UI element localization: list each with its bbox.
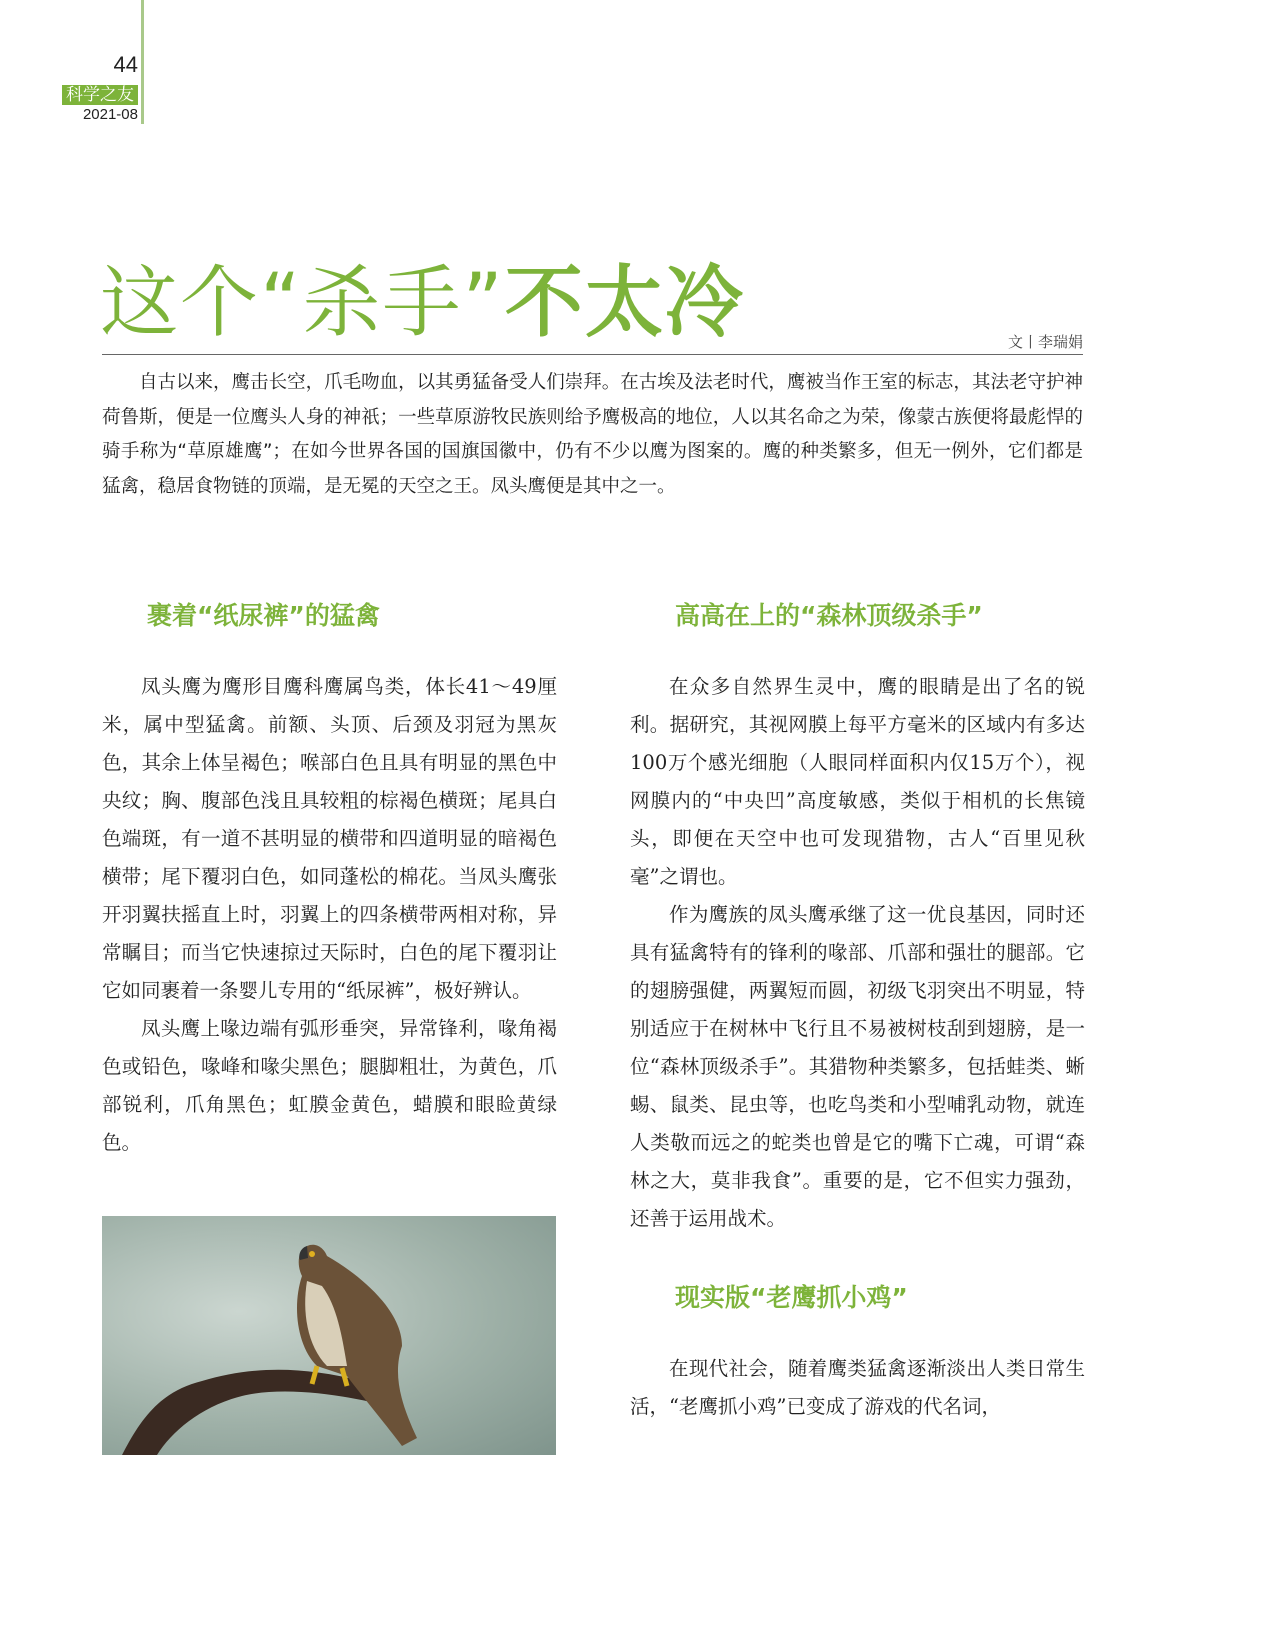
issue-date: 2021-08 xyxy=(82,106,138,123)
margin-rule xyxy=(141,0,144,124)
section-heading: 现实版“老鹰抓小鸡” xyxy=(675,1283,908,1312)
magazine-name: 科学之友 xyxy=(62,85,138,105)
bird-on-branch-illustration xyxy=(102,1216,556,1455)
author-byline: 文丨李瑞娟 xyxy=(1007,333,1083,351)
article-title xyxy=(100,240,745,352)
body-paragraph: 凤头鹰上喙边端有弧形垂突，异常锋利，喙角褐色或铅色，喙峰和喙尖黑色；腿脚粗壮，为黄色，爪部锐利，爪角黑色；虹膜金黄色，蜡膜和眼睑黄绿色。 xyxy=(102,1017,557,1154)
left-column xyxy=(102,596,557,1162)
section-heading: 高高在上的“森林顶级杀手” xyxy=(675,601,983,630)
body-paragraph: 作为鹰族的凤头鹰承继了这一优良基因，同时还具有猛禽特有的锋利的喙部、爪部和强壮的腿部。它的翅膀强健，两翼短而圆，初级飞羽突出不明显，特别适应于在树林中飞行且不易被树枝刮到翅膀，是一位“森林顶级杀手”。其猎物种类繁多，包括蛙类、蜥蜴、鼠类、昆虫等，也吃鸟类和小型哺乳动物，就连人类敬而远之的蛇类也曾是它的嘴下亡魂，可谓“森林之大，莫非我食”。重要的是，它不但实力强劲，还善于运用战术。 xyxy=(630,903,1085,1230)
right-column xyxy=(630,596,1085,1426)
title-light: 这个“杀手” xyxy=(100,258,505,348)
title-divider xyxy=(102,354,1083,355)
crested-goshawk-photo xyxy=(102,1216,556,1455)
intro-paragraph: 自古以来，鹰击长空，爪毛吻血，以其勇猛备受人们崇拜。在古埃及法老时代，鹰被当作王室的标志，其法老守护神荷鲁斯，便是一位鹰头人身的神祇；一些草原游牧民族则给予鹰极高的地位，人以其名命之为荣，像蒙古族便将最彪悍的骑手称为“草原雄鹰”；在如今世界各国的国旗国徽中，仍有不少以鹰为图案的。鹰的种类繁多，但无一例外，它们都是猛禽，稳居食物链的顶端，是无冕的天空之王。凤头鹰便是其中之一。 xyxy=(102,372,1083,497)
title-bold: 不太冷 xyxy=(504,258,745,348)
body-paragraph: 凤头鹰为鹰形目鹰科鹰属鸟类，体长41～49厘米，属中型猛禽。前额、头顶、后颈及羽冠为黑灰色，其余上体呈褐色；喉部白色且具有明显的黑色中央纹；胸、腹部色浅且具较粗的棕褐色横斑；尾具白色端斑，有一道不甚明显的横带和四道明显的暗褐色横带；尾下覆羽白色，如同蓬松的棉花。当凤头鹰张开羽翼扶摇直上时，羽翼上的四条横带两相对称，异常瞩目；而当它快速掠过天际时，白色的尾下覆羽让它如同裹着一条婴儿专用的“纸尿裤”，极好辨认。 xyxy=(102,675,557,1002)
section-heading: 裹着“纸尿裤”的猛禽 xyxy=(147,601,380,630)
page-number: 44 xyxy=(113,52,138,77)
body-paragraph: 在现代社会，随着鹰类猛禽逐渐淡出人类日常生活，“老鹰抓小鸡”已变成了游戏的代名词， xyxy=(630,1357,1085,1418)
body-paragraph: 在众多自然界生灵中，鹰的眼睛是出了名的锐利。据研究，其视网膜上每平方毫米的区域内有多达100万个感光细胞（人眼同样面积内仅15万个），视网膜内的“中央凹”高度敏感，类似于相机的长焦镜头，即便在天空中也可发现猎物，古人“百里见秋毫”之谓也。 xyxy=(630,675,1085,888)
